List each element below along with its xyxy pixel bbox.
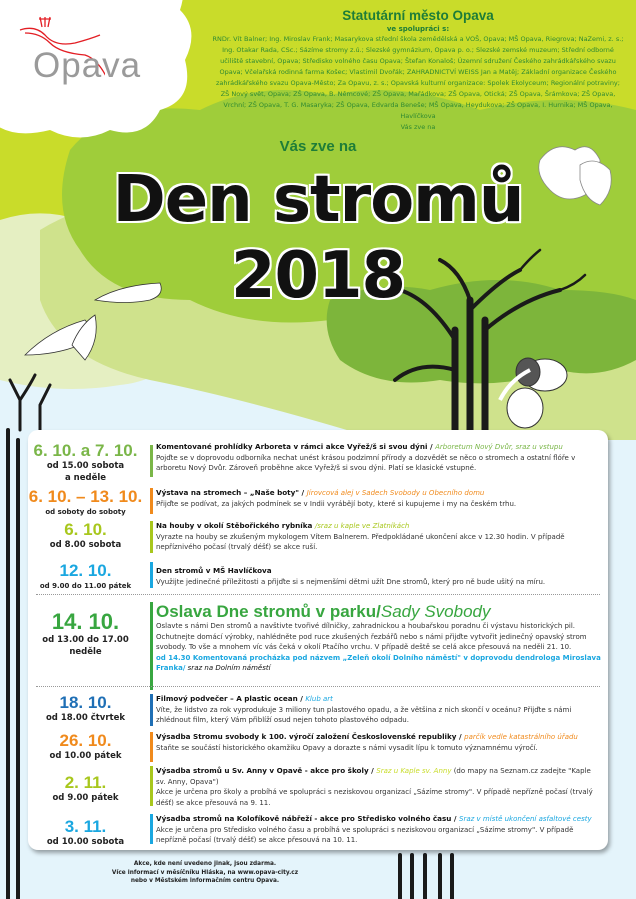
event-body — [156, 694, 601, 726]
event-time-2: neděle — [69, 647, 102, 657]
event-color-bar — [150, 766, 153, 806]
event-date: 2. 11. — [64, 773, 107, 792]
event-time: od soboty do soboty — [45, 508, 126, 516]
footer-line-2: Více informací v měsíčníku Hláska, na www.opava-city.cz — [111, 869, 299, 876]
event-location: Klub art — [305, 695, 333, 703]
event-extra: od 14.30 Komentovaná procházka pod názvem „Zeleň okolí Dolního náměstí" v doprovodu dendrologa Miroslava Franka/ — [156, 653, 601, 672]
event-date: 6. 10. a 7. 10. — [33, 441, 138, 460]
event-body — [156, 488, 601, 509]
event-date-block — [28, 488, 143, 518]
event-description: Využijte jedinečné příležitosti a přijďte si s nejmenšími dětmi užít Dne stromů, který pro ně bude ušitý na míru. — [156, 577, 546, 586]
event-time: od 10.00 sobota — [46, 837, 125, 847]
page-title-line1: Den stromů — [112, 163, 524, 237]
event-location: Sraz v místě ukončení asfaltové cesty — [459, 815, 592, 823]
event-time: od 18.00 čtvrtek — [45, 713, 126, 723]
event-time-2: a neděle — [64, 473, 107, 483]
event-location: Sraz u Kaple sv. Anny — [376, 767, 452, 775]
event-time: od 8.00 sobota — [49, 540, 122, 550]
event-extra-location: sraz na Dolním náměstí — [185, 664, 271, 672]
event-title: Výsadba stromů u Sv. Anny v Opavě - akce pro školy / — [156, 766, 377, 775]
event-date: 3. 11. — [64, 817, 107, 836]
event-description: Víte, že lidstvo za rok vyprodukuje 3 miliony tun plastového opadu, a že většina z nich skončí v oceánu? Přijďte s námi zhlédnout film, který Vám přiblíží osud nejen tohoto plastového odpadu. — [156, 705, 572, 724]
event-color-bar — [150, 488, 153, 514]
event-time: od 13.00 do 17.00 — [42, 635, 129, 645]
invite-text: Vás zve na — [279, 138, 357, 155]
event-color-bar — [150, 694, 153, 726]
event-location: /sraz u kaple ve Zlatníkách — [314, 522, 410, 530]
event-title: Komentované prohlídky Arboreta v rámci akce Vyřež/š si svou dýni / — [156, 442, 436, 451]
event-date-block — [28, 732, 143, 762]
event-title: Filmový podvečer – A plastic ocean / — [156, 694, 306, 703]
event-date-block — [28, 442, 143, 484]
event-description: Vyrazte na houby se zkušeným mykologem Vítem Balnerem. Předpokládané ukončení akce v 12.30 hodin. V případě nepříznivého počasí (trvalý déšť) se akce ruší. — [156, 532, 565, 551]
event-color-bar — [150, 732, 153, 762]
event-location-note: (do mapy na Seznam.cz zadejte "Kaple sv. Anny, Opava") — [156, 767, 591, 786]
event-description: Akce je určena pro školy a probíhá ve spolupráci s neziskovou organizací „Sázíme stromy". V případě nepřízně počasí (trvalý déšť) se akce přesouvá na 9. 11. — [156, 788, 593, 807]
event-title: Výsadba Stromu svobody k 100. výročí založení Československé republiky / — [156, 732, 465, 741]
event-title: Oslava Dne stromů v parku/ — [156, 602, 381, 621]
event-description: Pojďte se v doprovodu odborníka nechat unést krásou podzimní přírody a dozvědět se něco o stromech a ostatní flóře v arboretu Nový Dvůr. Zároveň proběhne akce Vyřež/š si svou dýni. Platí se klasické vstupné. — [156, 453, 576, 472]
event-description: Přijďte se podívat, za jakých podmínek se v Indii vyrábějí boty, které si kupujeme i my na českém trhu. — [156, 499, 517, 508]
event-date: 6. 10. — [64, 520, 107, 539]
event-title: Na houby v okolí Stěbořického rybníka — [156, 521, 315, 530]
event-body — [156, 442, 601, 474]
event-color-bar — [150, 445, 153, 477]
event-body — [156, 814, 601, 846]
event-color-bar — [150, 602, 153, 690]
event-location: Sady Svobody — [380, 602, 491, 621]
event-title: Výsadba stromů na Kolofíkově nábřeží - akce pro Středisko volného času / — [156, 814, 460, 823]
events-panel — [28, 430, 608, 850]
partners-list: RNDr. Vít Balner; Ing. Miroslav Frank; Masarykova střední škola zemědělská a VOŠ, Opava; MŠ Opava, Riegrova; NaZemi, z. s.; Ing. Otakar Rada, CSc.; Sázíme stromy z.ú.; Slezské gymnázium, Opava p. o.; Slezské zemské muzeum; Střední odborné učiliště stavební, Opava; Středisko volného času Opava; Štefan Konaloš; Územní sdružení Českého zahrádkářského svazu Opava; Včelařská rodinná farma Košec; Vlastimil Dvořák; ZAHRADNICTVÍ WEISS Jan a Matěj; Základní organizace Českého zahrádkářského svazu Opava-Město; Za Opavu, z. s.; Opavská kulturní organizace: Spolek Ekolyceum; Regionální potraviny; ZŠ Nový svět, Opava; ZŠ Opava, B. Němcové; ZŠ Opava, Mařádkova; ZŠ Opava, Otická; ZŠ Opava, Šrámkova; ZŠ Opava, Vrchní; ZŠ Opava, T. G. Masaryka; ZŠ Opava, Edvarda Beneše; MŠ Opava, Heydukova; ZŠ Opava, I. Hurnika; MŠ Opava, Havlíčkova — [212, 35, 624, 120]
event-body — [156, 732, 601, 753]
header-block — [200, 8, 636, 132]
event-date-block — [28, 818, 143, 848]
footer-line-1: Akce, kde není uvedeno jinak, jsou zdarma. — [133, 861, 277, 867]
event-date-block — [28, 521, 143, 551]
event-date-block — [28, 610, 143, 658]
event-body — [156, 566, 601, 587]
footer-line-3: nebo v Městském informačním centru Opava. — [130, 878, 280, 884]
event-date: 18. 10. — [59, 693, 112, 712]
event-body — [156, 521, 601, 553]
event-location: Jírovcová alej v Sadech Svobody u Obecního domu — [306, 489, 485, 497]
event-date-block — [28, 562, 143, 592]
cooperation-label: ve spolupráci s: — [386, 25, 450, 33]
page-title-line2: 2018 — [230, 239, 406, 313]
event-body — [156, 602, 601, 674]
org-title: Statutární město Opava — [342, 8, 494, 23]
section-divider — [36, 686, 600, 687]
invite-small-text: Vás zve na — [400, 123, 436, 131]
section-divider — [36, 594, 600, 595]
event-date: 6. 10. – 13. 10. — [28, 487, 143, 506]
event-description: Oslavte s námi Den stromů a navštivte tvořivé dílničky, zahradnickou a houbařskou poradnu či výstavu historických pil. Ochutnejte domácí výrobky, nahlédněte pod ruce zkušených řezbářů nebo s námi přijďte vytvořit jedinečný opavský strom svobody. To vše a mnohem víc vás čeká v okolí Ptačího vrchu. V případě deště se celá akce přesouvá na neděli 21. 10. — [156, 622, 587, 651]
event-title: Den stromů v MŠ Havlíčkova — [156, 566, 272, 575]
event-date: 26. 10. — [59, 731, 112, 750]
event-description: Akce je určena pro Středisko volného času a probíhá ve spolupráci s neziskovou organizací „Sázíme stromy". V případě nepřízně počasí (trvalý déšť) se akce přesouvá na 10. 11. — [156, 825, 574, 844]
event-description: Staňte se součástí historického okamžiku Opavy a dorazte s námi vysadit lípu k tomuto významnému výročí. — [156, 743, 538, 752]
event-date-block — [28, 774, 143, 804]
footer-note — [105, 860, 305, 886]
event-color-bar — [150, 521, 153, 553]
event-time: od 9.00 do 11.00 pátek — [39, 582, 132, 590]
event-color-bar — [150, 814, 153, 844]
event-location: parčík vedle katastrálního úřadu — [464, 733, 578, 741]
event-time: od 9.00 pátek — [52, 793, 119, 803]
event-body — [156, 766, 601, 808]
event-date-block — [28, 694, 143, 724]
opava-logo-text: Opava — [33, 46, 142, 85]
event-location: Arboretum Nový Dvůr, sraz u vstupu — [435, 443, 563, 451]
event-color-bar — [150, 562, 153, 588]
event-date: 12. 10. — [59, 561, 112, 580]
event-time: od 10.00 pátek — [49, 751, 122, 761]
event-date: 14. 10. — [51, 609, 120, 634]
event-title: Výstava na stromech – „Naše boty" / — [156, 488, 307, 497]
event-time: od 15.00 sobota — [46, 461, 125, 471]
